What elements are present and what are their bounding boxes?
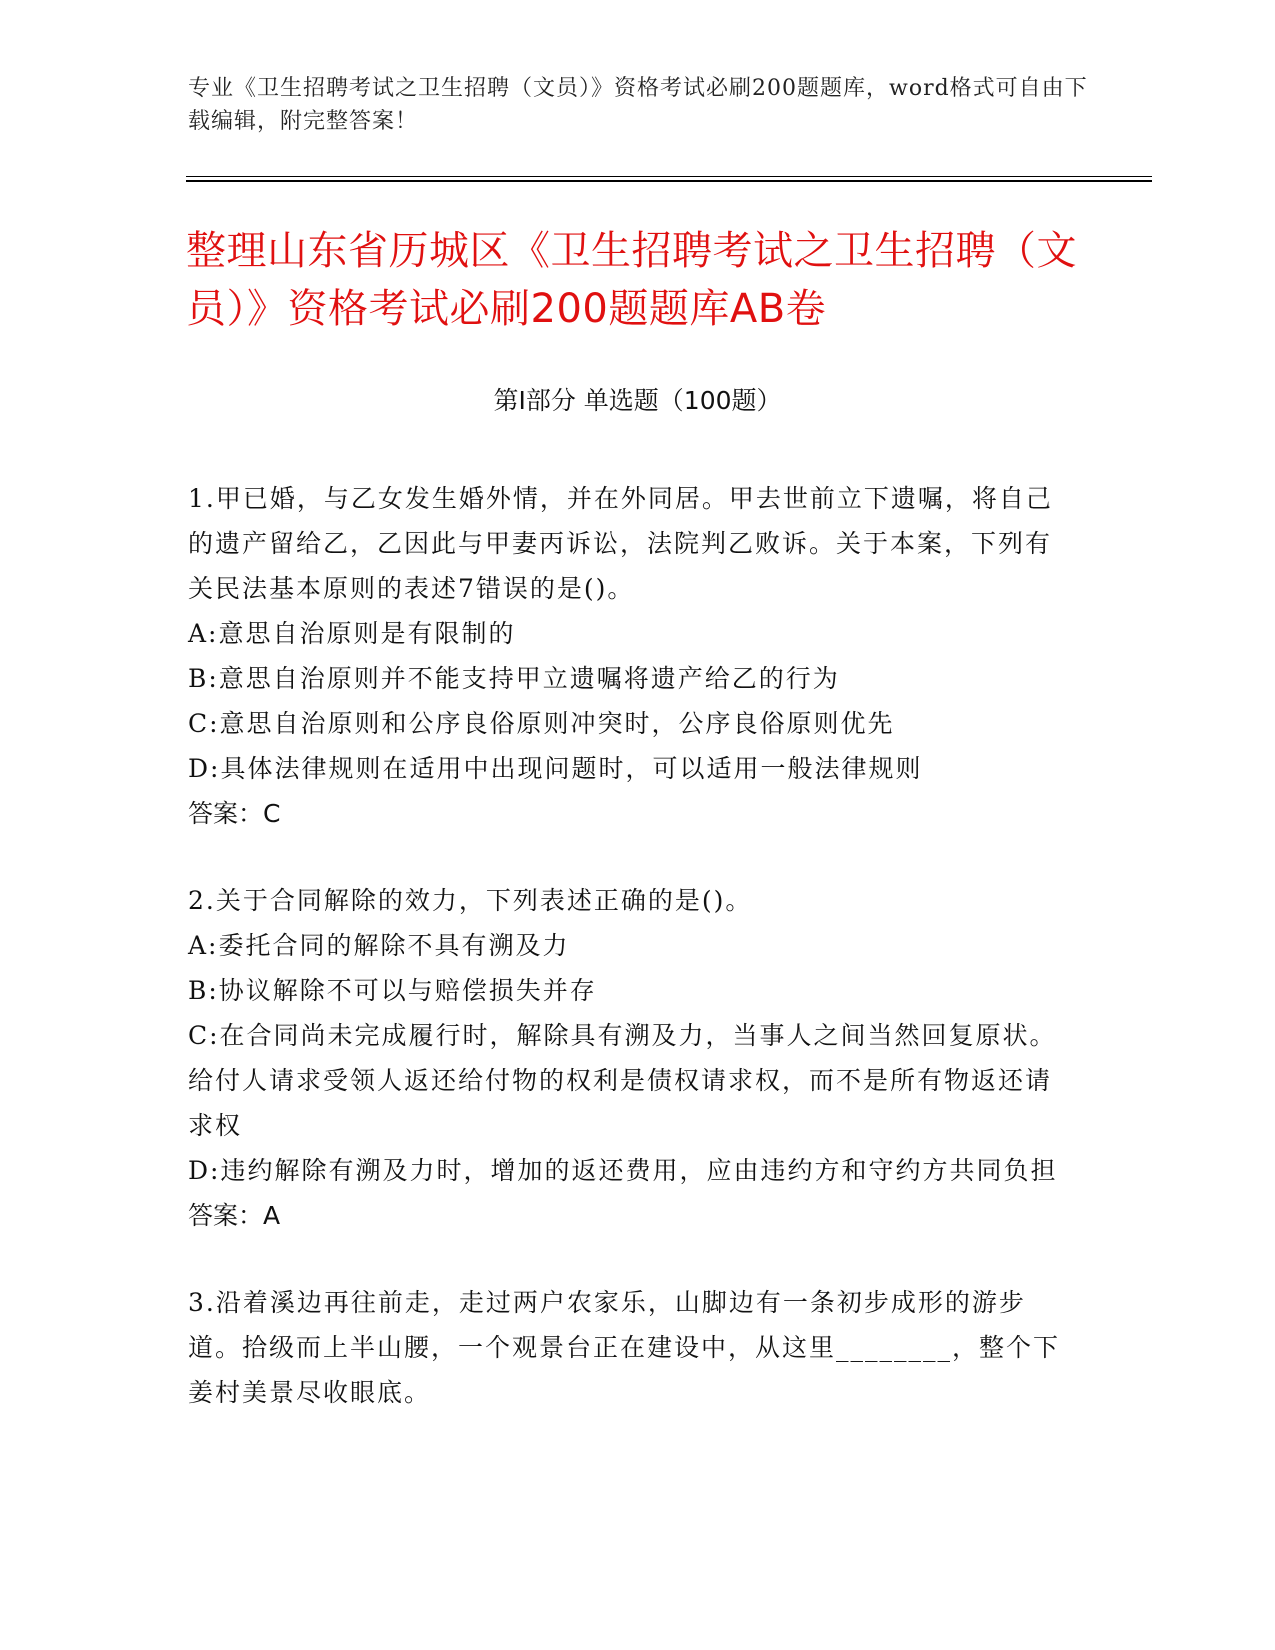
- section-title: 第I部分 单选题（100题）: [493, 386, 782, 415]
- option-d: D:具体法律规则在适用中出现问题时，可以适用一般法律规则: [188, 754, 923, 783]
- option-a: A:委托合同的解除不具有溯及力: [188, 931, 570, 960]
- document-title: 整理山东省历城区《卫生招聘考试之卫生招聘（文员）》资格考试必刷200题题库AB卷: [186, 228, 1077, 332]
- question-1: [188, 476, 1068, 836]
- option-c: C:在合同尚未完成履行时，解除具有溯及力，当事人之间当然回复原状。给付人请求受领人返还给付物的权利是债权请求权，而不是所有物返还请求权: [188, 1021, 1057, 1140]
- header-divider-thin: [186, 176, 1152, 177]
- answer: 答案：A: [188, 1201, 281, 1230]
- header-note: 专业《卫生招聘考试之卫生招聘（文员）》资格考试必刷200题题库，word格式可自由下载编辑，附完整答案！: [188, 76, 1088, 134]
- question-text: 3.沿着溪边再往前走，走过两户农家乐，山脚边有一条初步成形的游步道。拾级而上半山腰，一个观景台正在建设中，从这里________，整个下姜村美景尽收眼底。: [188, 1288, 1061, 1407]
- option-d: D:违约解除有溯及力时，增加的返还费用，应由违约方和守约方共同负担: [188, 1156, 1058, 1185]
- option-c: C:意思自治原则和公序良俗原则冲突时，公序良俗原则优先: [188, 709, 895, 738]
- question-list: [188, 476, 1068, 1457]
- question-text: 2.关于合同解除的效力，下列表述正确的是()。: [188, 886, 753, 915]
- question-2: [188, 878, 1068, 1238]
- option-a: A:意思自治原则是有限制的: [188, 619, 516, 648]
- question-text: 1.甲已婚，与乙女发生婚外情，并在外同居。甲去世前立下遗嘱，将自己的遗产留给乙，乙因此与甲妻丙诉讼，法院判乙败诉。关于本案，下列有关民法基本原则的表述7错误的是()。: [188, 484, 1053, 603]
- option-b: B:协议解除不可以与赔偿损失并存: [188, 976, 597, 1005]
- header-divider-thick: [186, 180, 1152, 182]
- answer: 答案：C: [188, 799, 281, 828]
- question-3: [188, 1280, 1068, 1415]
- option-b: B:意思自治原则并不能支持甲立遗嘱将遗产给乙的行为: [188, 664, 840, 693]
